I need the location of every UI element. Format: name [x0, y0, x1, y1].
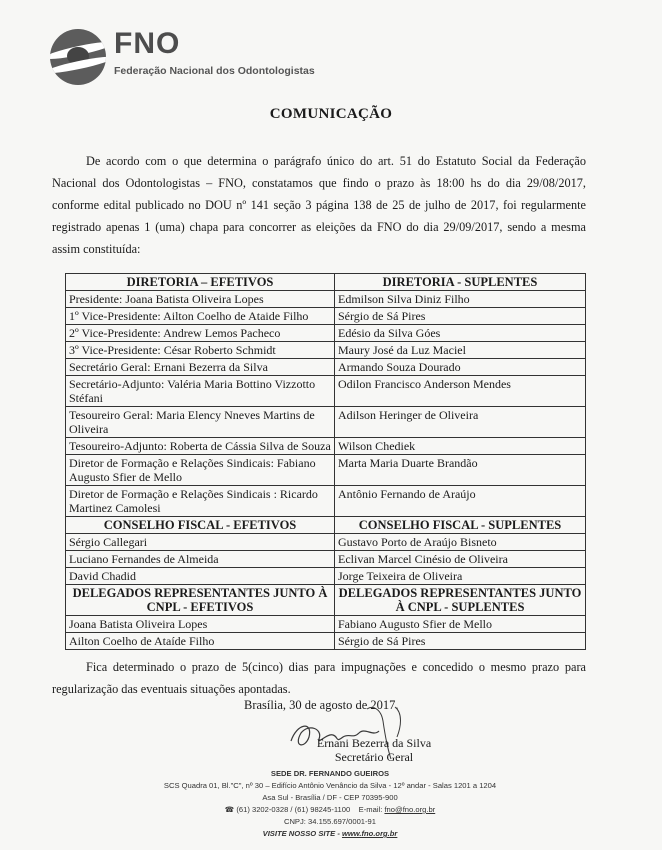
intro-paragraph: De acordo com o que determina o parágrafo único do art. 51 do Estatuto Social da Federação Nacional dos Odontologistas – FNO, constatamos que findo o prazo às 18:00 hs do dia 29/08/2017, conforme edital publicado no DOU nº 141 seção 3 página 138 de 25 de julho de 2017, foi regularmente registrado apenas 1 (uma) chapa para concorrer as eleições da FNO do dia 29/09/2017, sendo a mesma assim constituída:	[52, 154, 586, 256]
efetivo-cell: Presidente: Joana Batista Oliveira Lopes	[66, 291, 335, 308]
table-row	[66, 633, 586, 650]
efetivo-cell: Diretor de Formação e Relações Sindicais: Fabiano Augusto Sfier de Mello	[66, 455, 335, 486]
table-row	[66, 568, 586, 585]
suplente-cell: Eclivan Marcel Cinésio de Oliveira	[335, 551, 586, 568]
column-header-suplentes: DIRETORIA - SUPLENTES	[335, 274, 586, 291]
suplente-cell: Antônio Fernando de Araújo	[335, 486, 586, 517]
table-section-header	[66, 274, 586, 291]
table-row	[66, 291, 586, 308]
column-header-suplentes: DELEGADOS REPRESENTANTES JUNTO À CNPL - SUPLENTES	[335, 585, 586, 616]
suplente-cell: Wilson Chediek	[335, 438, 586, 455]
efetivo-cell: Secretário Geral: Ernani Bezerra da Silva	[66, 359, 335, 376]
table-row	[66, 359, 586, 376]
suplente-cell: Sérgio de Sá Pires	[335, 308, 586, 325]
phone-icon: ☎	[224, 805, 235, 814]
signer-name: Ernani Bezerra da Silva	[316, 736, 432, 750]
efetivo-cell: Diretor de Formação e Relações Sindicais : Ricardo Martinez Camolesi	[66, 486, 335, 517]
efetivo-cell: 2º Vice-Presidente: Andrew Lemos Pacheco	[66, 325, 335, 342]
table-row	[66, 342, 586, 359]
suplente-cell: Gustavo Porto de Araújo Bisneto	[335, 534, 586, 551]
table-row	[66, 376, 586, 407]
footer-contact	[110, 804, 550, 816]
suplente-cell: Adilson Heringer de Oliveira	[335, 407, 586, 438]
footer	[110, 768, 550, 840]
footer-site-label: VISITE NOSSO SITE -	[262, 829, 340, 838]
efetivo-cell: Joana Batista Oliveira Lopes	[66, 616, 335, 633]
efetivo-cell: Sérgio Callegari	[66, 534, 335, 551]
table-section-header	[66, 585, 586, 616]
efetivo-cell: Ailton Coelho de Ataíde Filho	[66, 633, 335, 650]
closing-paragraph: Fica determinado o prazo de 5(cinco) dias para impugnações e concedido o mesmo prazo para regularização das eventuais situações apontadas.	[52, 660, 586, 696]
table-row	[66, 438, 586, 455]
table-row	[66, 325, 586, 342]
suplente-cell: Armando Souza Dourado	[335, 359, 586, 376]
efetivo-cell: Tesoureiro-Adjunto: Roberta de Cássia Silva de Souza	[66, 438, 335, 455]
efetivo-cell: Secretário-Adjunto: Valéria Maria Bottino Vizzotto Stéfani	[66, 376, 335, 407]
table-row	[66, 486, 586, 517]
footer-cnpj: CNPJ: 34.155.697/0001-91	[283, 817, 377, 826]
suplente-cell: Marta Maria Duarte Brandão	[335, 455, 586, 486]
efetivo-cell: David Chadid	[66, 568, 335, 585]
table-row	[66, 407, 586, 438]
table-row	[66, 616, 586, 633]
footer-site-link[interactable]: www.fno.org.br	[341, 829, 398, 838]
table-row	[66, 455, 586, 486]
fno-emblem-icon	[50, 29, 106, 85]
table-row	[66, 551, 586, 568]
suplente-cell: Maury José da Luz Maciel	[335, 342, 586, 359]
efetivo-cell: Luciano Fernandes de Almeida	[66, 551, 335, 568]
footer-address-line2: Asa Sul - Brasília / DF - CEP 70395-900	[262, 793, 398, 802]
suplente-cell: Edésio da Silva Góes	[335, 325, 586, 342]
column-header-efetivos: CONSELHO FISCAL - EFETIVOS	[66, 517, 335, 534]
column-header-suplentes: CONSELHO FISCAL - SUPLENTES	[335, 517, 586, 534]
signer-role: Secretário Geral	[334, 750, 414, 764]
footer-email-link[interactable]: fno@fno.org.br	[384, 805, 436, 814]
efetivo-cell: 3º Vice-Presidente: César Roberto Schmidt	[66, 342, 335, 359]
place-date: Brasília, 30 de agosto de 2017.	[244, 698, 399, 712]
suplente-cell: Edmilson Silva Diniz Filho	[335, 291, 586, 308]
logo-acronym: FNO	[114, 27, 181, 60]
logo-org-name: Federação Nacional dos Odontologistas	[114, 65, 315, 77]
footer-email-label: E-mail:	[358, 805, 383, 814]
footer-address-line1: SCS Quadra 01, Bl."C", nº 30 – Edifício Antônio Venâncio da Silva - 12º andar - Salas 1201 a 1204	[163, 781, 497, 790]
efetivo-cell: 1º Vice-Presidente: Ailton Coelho de Ataide Filho	[66, 308, 335, 325]
members-table	[65, 273, 586, 650]
suplente-cell: Jorge Teixeira de Oliveira	[335, 568, 586, 585]
efetivo-cell: Tesoureiro Geral: Maria Elency Nneves Martins de Oliveira	[66, 407, 335, 438]
page-title: COMUNICAÇÃO	[269, 106, 393, 122]
footer-headquarters: SEDE DR. FERNANDO GUEIROS	[270, 769, 390, 778]
column-header-efetivos: DELEGADOS REPRESENTANTES JUNTO À CNPL - EFETIVOS	[66, 585, 335, 616]
table-section-header	[66, 517, 586, 534]
table-row	[66, 308, 586, 325]
suplente-cell: Fabiano Augusto Sfier de Mello	[335, 616, 586, 633]
footer-phones: (61) 3202-0328 / (61) 98245-1100	[236, 805, 351, 814]
table-row	[66, 534, 586, 551]
suplente-cell: Sérgio de Sá Pires	[335, 633, 586, 650]
fno-logo	[50, 27, 350, 85]
suplente-cell: Odilon Francisco Anderson Mendes	[335, 376, 586, 407]
column-header-efetivos: DIRETORIA – EFETIVOS	[66, 274, 335, 291]
